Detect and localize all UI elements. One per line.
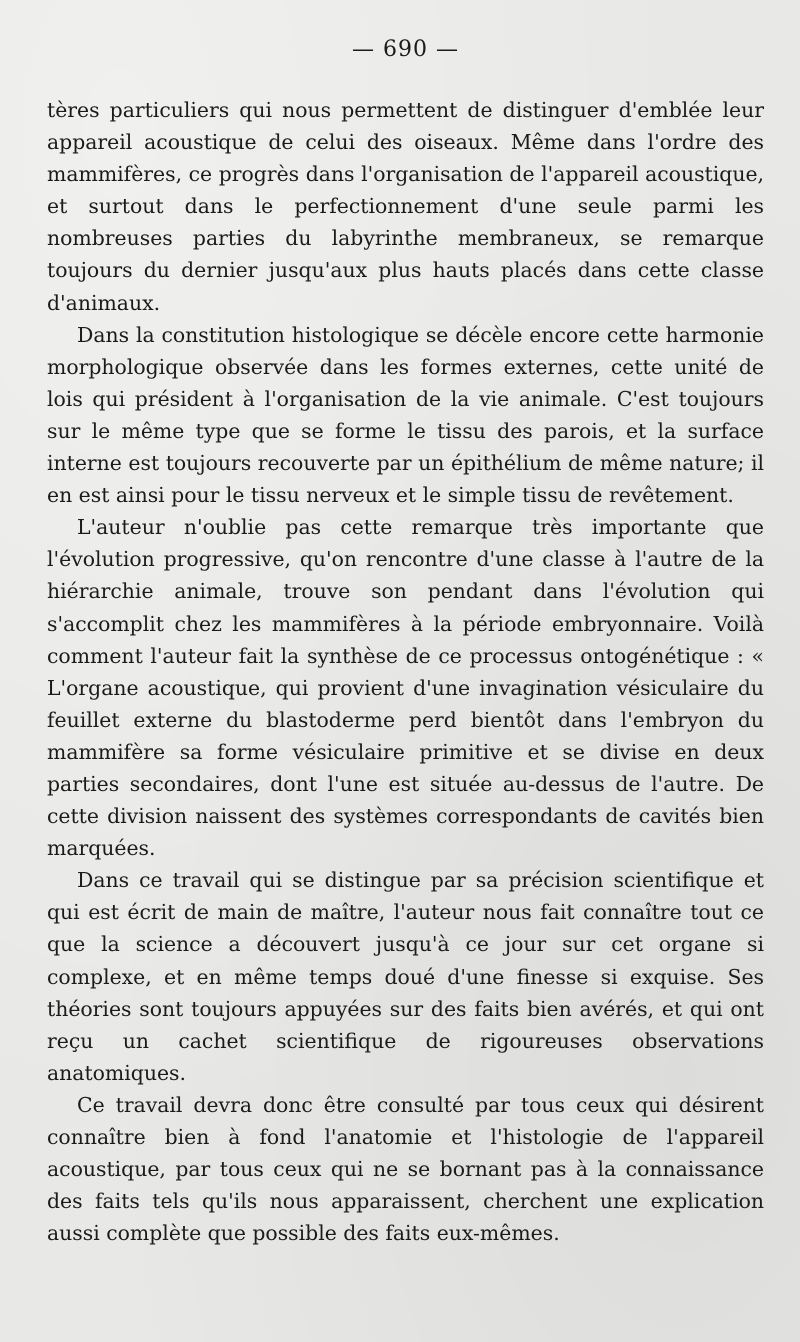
paragraph-4: Dans ce travail qui se distingue par sa précision scientifique et qui est écrit de main de maître, l'auteur nous fait connaître tout ce que la science a découvert jusqu'à ce jour sur cet organe si complexe, et en même temps doué d'une finesse si exquise. Ses théories sont toujours appuyées sur des faits bien avérés, et qui ont reçu un cachet scientifique de rigoureuses observations anatomiques.	[47, 868, 764, 1085]
paragraph-2: Dans la constitution histologique se décèle encore cette harmonie morphologique observée dans les formes externes, cette unité de lois qui président à l'organisation de la vie animale. C'est toujours sur le même type que se forme le tissu des parois, et la surface interne est toujours recouverte par un épithélium de même nature; il en est ainsi pour le tissu nerveux et le simple tissu de revêtement.	[47, 322, 764, 508]
paragraph-5: Ce travail devra donc être consulté par tous ceux qui désirent connaître bien à fond l'anatomie et l'histologie de l'appareil acoustique, par tous ceux qui ne se bornant pas à la connaissance des faits tels qu'ils nous apparaissent, cherchent une explication aussi complète que possible des faits eux-mêmes.	[47, 1092, 764, 1246]
paragraph-1: tères particuliers qui nous permettent de distinguer d'emblée leur appareil acoustique de celui des oiseaux. Même dans l'ordre des mammifères, ce progrès dans l'organisation de l'appareil acoustique, et surtout dans le perfectionnement d'une seule parmi les nombreuses parties du labyrinthe membraneux, se remarque toujours du dernier jusqu'aux plus hauts placés dans cette classe d'animaux.	[47, 98, 764, 315]
body-text	[47, 94, 764, 1249]
page-number: — 690 —	[352, 37, 459, 62]
paragraph-3: L'auteur n'oublie pas cette remarque très importante que l'évolution progressive, qu'on rencontre d'une classe à l'autre de la hiérarchie animale, trouve son pendant dans l'évolution qui s'accomplit chez les mammifères à la période embryonnaire. Voilà comment l'auteur fait la synthèse de ce processus ontogénétique : « L'organe acoustique, qui provient d'une invagination vésiculaire du feuillet externe du blastoderme perd bientôt dans l'embryon du mammifère sa forme vésiculaire primitive et se divise en deux parties secondaires, dont l'une est située au-dessus de l'autre. De cette division naissent des systèmes correspondants de cavités bien marquées.	[47, 515, 764, 861]
